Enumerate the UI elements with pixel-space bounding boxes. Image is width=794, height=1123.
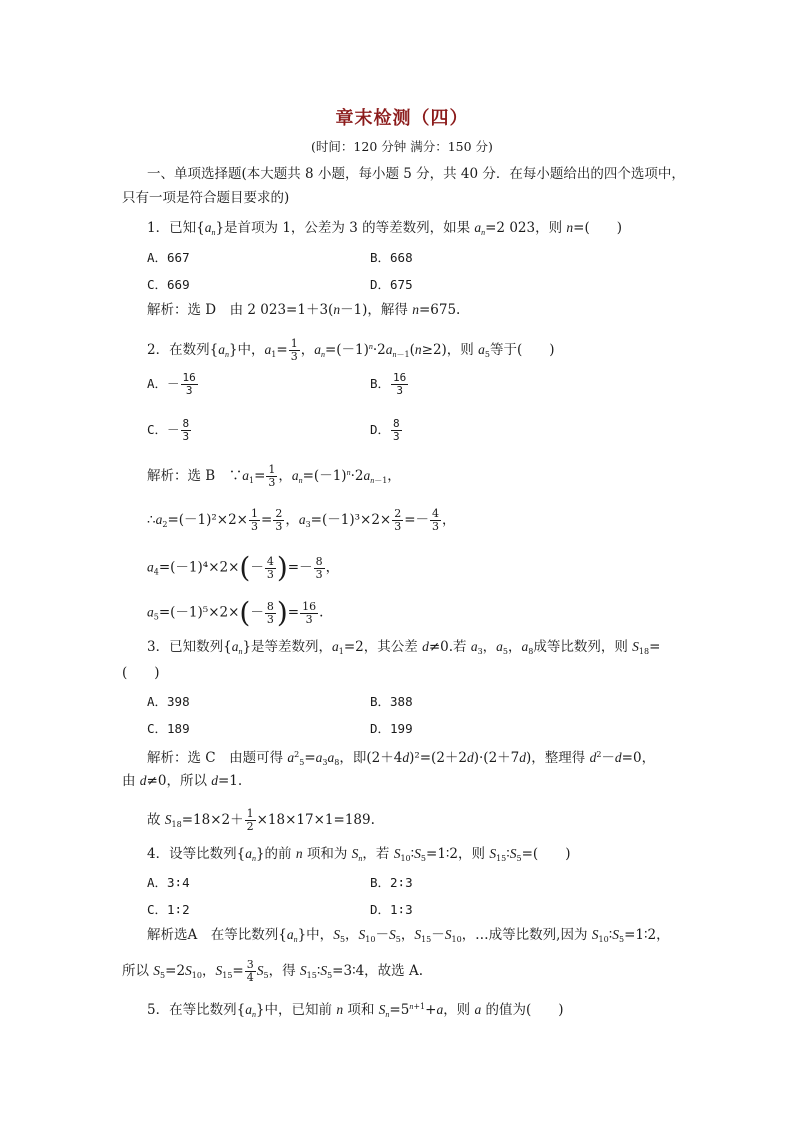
q4-option-a: A．3∶4 (147, 875, 190, 890)
q3-option-b: B．388 (370, 694, 413, 709)
q3-stem-paren: ( ) (122, 665, 160, 681)
q1-solution: 解析：选 D 由 2 023=1＋3(n－1)，解得 n=675. (147, 302, 461, 318)
q2-option-b: B． $\frac{16}{3}$ (370, 371, 407, 397)
q3-option-d: D．199 (370, 721, 413, 736)
q3-stem: 3．已知数列$\{a_n\}$是等差数列，$a_1=2$，其公差 d≠0.若 $a_3$，$a_5$，$a_8$成等比数列，则 $S_{18}=$ (147, 639, 661, 656)
q4-solution-line2: 所以 $S_5=2S_{10}$，$S_{15}=$ $\frac{3}{4}$ $S_5$，得 $S_{15}∶S_5=3∶4$，故选 A. (122, 958, 424, 984)
q1-option-b: B．668 (370, 250, 413, 265)
q3-option-c: C．189 (147, 721, 190, 736)
q2-option-a: A．－ $\frac{16}{3}$ (147, 371, 196, 397)
q4-stem: 4．设等比数列$\{a_n\}$的前 n 项和为 $S_n$，若 $S_{10}∶S_5=1∶2$，则 $S_{15}∶S_5=$( ) (147, 846, 571, 863)
q2-solution-line3: $a_4=(-1)^4\times 2\times(-$ $\frac{4}{3}$ )=－ $\frac{8}{3}$ ， (147, 551, 340, 584)
q2-solution-line2: $\therefore a_2=(-1)^2\times 2\times$ $\frac{1}{3}$ = $\frac{2}{3}$ ，$a_3=(-1)^3\times 2\times$ $\frac{2}{3}$ =－ $\frac{4}{3}$ ， (147, 507, 456, 533)
q1-option-c: C．669 (147, 277, 190, 292)
q2-solution-line1: 解析：选 B $\because a_1=$ $\frac{1}{3}$ ，$a_n=(-1)^n\cdot 2a_{n-1}$， (147, 463, 401, 489)
q3-solution-line1: 解析：选 C 由题可得 $a^2_5=a_3a_8$，即(2＋4d)²=(2＋2d)·(2＋7d)，整理得 $d^2-d=0$， (147, 750, 656, 767)
q1-option-a: A．667 (147, 250, 190, 265)
q1-option-d: D．675 (370, 277, 413, 292)
q4-solution-line1: 解析选A 在等比数列$\{a_n\}$中，$S_5$，$S_{10}-S_5$，$S_{15}-S_{10}$，…成等比数列,因为 $S_{10}∶S_5=1∶2$， (147, 927, 670, 944)
q4-option-b: B．2∶3 (370, 875, 413, 890)
q2-stem: 2．在数列$\{a_n\}$中，$a_1=$ $\frac{1}{3}$ ，$a_n=(-1)^n\cdot 2a_{n-1}(n\ge 2)$，则 $a_5$等于( ) (147, 337, 555, 363)
q4-option-d: D．1∶3 (370, 902, 413, 917)
q5-stem: 5．在等比数列$\{a_n\}$中，已知前 n 项和 $S_n=5^{n+1}+a$，则 a 的值为( ) (147, 1002, 564, 1019)
q2-option-d: D． $\frac{8}{3}$ (370, 417, 400, 443)
q4-option-c: C．1∶2 (147, 902, 190, 917)
q2-option-c: C．－ $\frac{8}{3}$ (147, 417, 190, 443)
q1-stem: 1．已知$\{a_n\}$是首项为 1，公差为 3 的等差数列，如果 $a_n=2$ 023，则 n=( ) (147, 220, 622, 237)
q2-solution-line4: $a_5=(-1)^5\times 2\times(-$ $\frac{8}{3}$ )= $\frac{16}{3}$ . (147, 596, 324, 629)
section-heading-line1: 一、单项选择题(本大题共 8 小题，每小题 5 分，共 40 分．在每小题给出的四个选项中， (147, 166, 685, 182)
section-heading-line2: 只有一项是符合题目要求的) (122, 190, 290, 206)
q3-solution-line2: 由 d≠0，所以 d=1. (122, 773, 243, 789)
q3-option-a: A．398 (147, 694, 190, 709)
q3-solution-line3: 故 $S_{18}=18\times 2+$ $\frac{1}{2}$ ×18×17×1=189. (147, 807, 375, 833)
exam-info: (时间：120 分钟 满分：150 分) (311, 139, 493, 154)
page-title: 章末检测（四） (335, 108, 469, 129)
